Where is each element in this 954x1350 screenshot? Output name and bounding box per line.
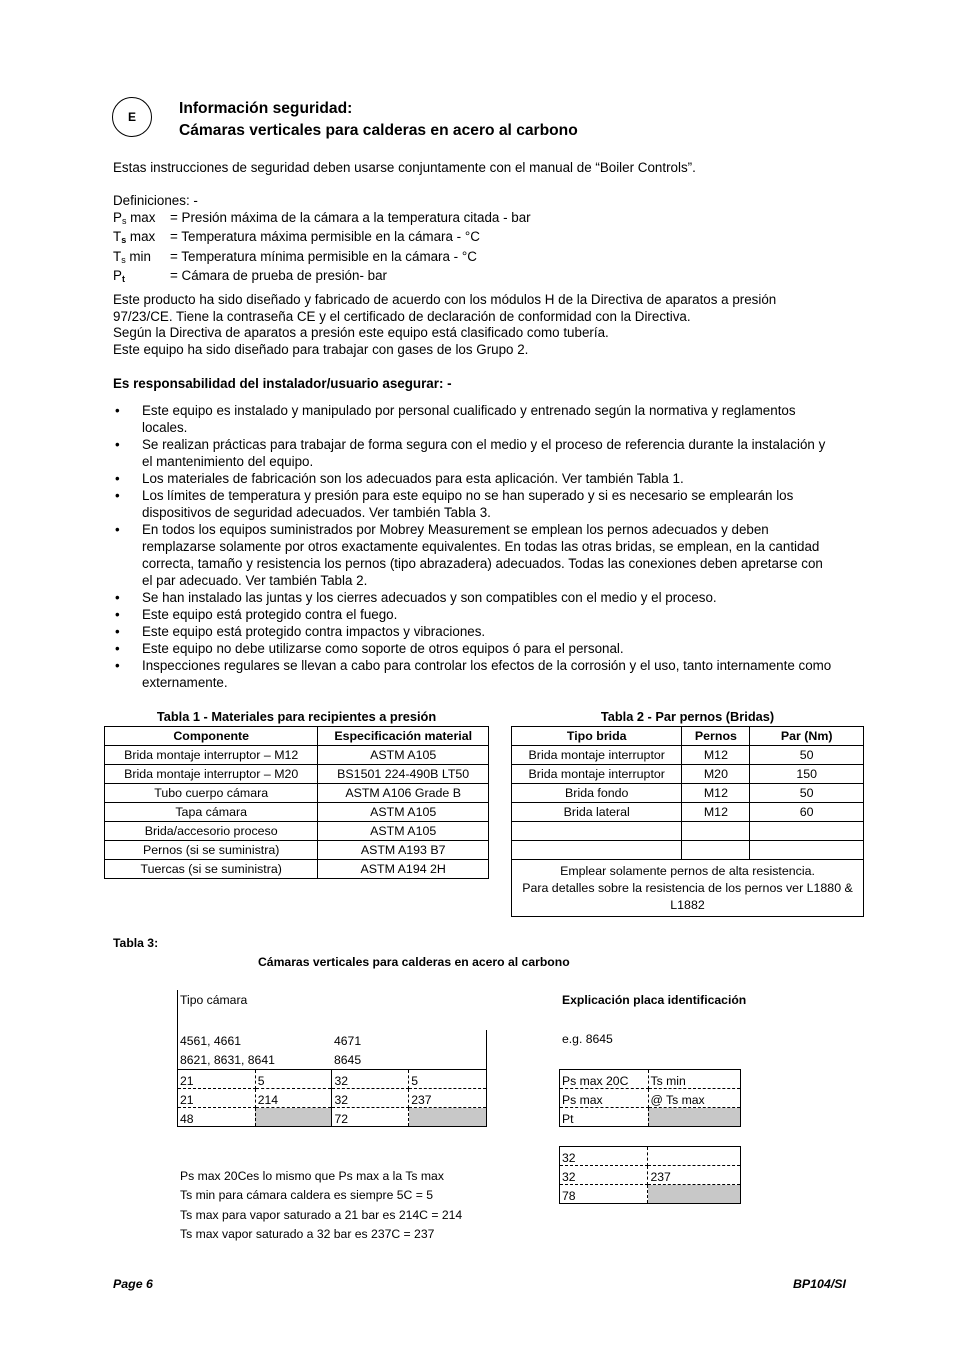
plate-legend-cell: Ps max [560,1089,649,1108]
table2-cell [682,822,750,841]
plate-value-row [560,1147,741,1166]
table1-row [105,784,489,803]
table1-cell: BS1501 224-490B LT50 [318,765,489,784]
table2-cell [512,841,682,860]
plate-legend-table [559,1069,741,1127]
directive-line: 97/23/CE. Tiene la contraseña CE y el certificado de declaración de conformidad con la Directiva. [113,308,691,324]
definition-subscript: s [121,215,127,226]
table2-row [512,784,864,803]
table2-row [512,803,864,822]
definition-subscript: s [121,254,126,265]
definition-symbol: $T_s$ min [113,248,151,265]
type-label: 8645 [334,1053,362,1067]
type-group-2 [334,1032,361,1070]
plate-legend-cell: Pt [560,1108,649,1127]
bullet-dot: • [115,624,120,639]
table3-cell: 5 [255,1070,332,1089]
table3-cell: 32 [332,1089,409,1108]
definition-row [113,268,531,288]
table1-cell: ASTM A105 [318,822,489,841]
table2-cell: M20 [682,765,750,784]
table1-cell: Tubo cuerpo cámara [105,784,318,803]
type-label: 4671 [334,1034,362,1048]
table1-row [105,746,489,765]
table2-cell: M12 [682,746,750,765]
bullet-item [113,589,833,606]
table3-cell: 5 [409,1070,487,1089]
title-line-2: Cámaras verticales para calderas en acero al carbono [179,122,578,139]
responsibility-heading: Es responsabilidad del instalador/usuario asegurar: - [113,376,452,391]
table2-note-line: Emplear solamente pernos de alta resistencia. [560,864,815,878]
plate-legend-cell: Ps max 20C [560,1070,649,1089]
bullet-text: Se realizan prácticas para trabajar de forma segura con el medio y el proceso de referencia durante la instalación y el mantenimiento del equipo. [142,437,826,469]
table3-cell: 214 [255,1089,332,1108]
bullet-text: Los materiales de fabricación son los adecuados para esta aplicación. Ver también Tabla 1. [142,471,684,486]
table3-cell: 72 [332,1108,409,1127]
bullet-item [113,623,833,640]
table1-header: Especificación material [318,727,489,746]
table2-row [512,765,864,784]
bullet-item [113,521,833,589]
bullet-dot: • [115,658,120,673]
table2-note-line: Para detalles sobre la resistencia de los pernos ver L1880 & L1882 [522,881,853,912]
plate-value-cell [648,1185,741,1204]
plate-value-cell: 237 [648,1166,741,1185]
bullet-item [113,487,833,521]
bullet-text: Este equipo es instalado y manipulado por personal cualificado y entrenado según la normativa y reglamentos locales. [142,403,796,435]
table2-cell [682,841,750,860]
bullet-item [113,402,833,436]
definitions-block [113,193,531,288]
table1-row [105,860,489,879]
bullet-item [113,470,833,487]
table2-cell: M12 [682,803,750,822]
bullet-dot: • [115,590,120,605]
bullet-text: Inspecciones regulares se llevan a cabo para controlar los efectos de la corrosión y el uso, tanto internamente como externamente. [142,658,832,690]
plate-value-row [560,1166,741,1185]
bullet-text: Se han instalado las juntas y los cierres adecuados y son compatibles con el medio y el proceso. [142,590,717,605]
bullet-dot: • [115,488,120,503]
definition-symbol: $P_s$ max [113,209,156,226]
table1-header: Componente [105,727,318,746]
definition-text: = Temperatura máxima permisible en la cámara - °C [170,229,480,245]
table2-note [512,860,864,917]
table2-header: Pernos [682,727,750,746]
table1-cell: Brida montaje interruptor – M12 [105,746,318,765]
table3-cell: 32 [332,1070,409,1089]
definition-text: = Cámara de prueba de presión- bar [170,268,387,284]
type-label: 8621, 8631, 8641 [180,1053,275,1067]
table3-cell [409,1108,487,1127]
table3-row [178,1108,487,1127]
table1 [104,726,489,879]
definition-symbol: $P_t$ [113,268,125,285]
table1-cell: ASTM A106 Grade B [318,784,489,803]
table1-cell: Brida/accesorio proceso [105,822,318,841]
bullet-dot: • [115,607,120,622]
table1-caption: Tabla 1 - Materiales para recipientes a presión [156,709,437,724]
table2-cell: 50 [750,784,864,803]
table1-cell: Tapa cámara [105,803,318,822]
table3-label: Tabla 3: [113,936,159,950]
bullet-item [113,657,833,691]
definitions-heading: Definiciones: - [113,193,198,208]
table2-cell [512,822,682,841]
table1-row [105,822,489,841]
plate-value-cell [648,1147,741,1166]
definition-text: = Presión máxima de la cámara a la temperatura citada - bar [170,209,531,225]
definition-row [113,249,531,269]
directive-line: Este equipo ha sido diseñado para trabajar con gases de los Grupo 2. [113,341,529,357]
bullet-dot: • [115,471,120,486]
definition-symbol: $T_s$ max [113,229,156,246]
language-badge-label: E [127,110,136,124]
note-line: Ts min para cámara caldera es siempre 5C = 5 [180,1188,433,1203]
note-line: Ts max para vapor saturado a 21 bar es 214C = 214 [180,1207,463,1222]
table2-caption: Tabla 2 - Par pernos (Bridas) [600,709,775,724]
bullet-text: En todos los equipos suministrados por Mobrey Measurement se emplean los pernos adecuados y deben remplazarse solamente por otros exactamente equivalentes. En todas las otras bridas, se emplean, en la cantidad correcta, tamaño y resistencia los pernos (tipo abrazadera) adecuados. Todas las conexiones deben apretarse con el par adecuado. Ver también Tabla 2. [142,522,823,588]
table3-cell: 21 [178,1070,256,1089]
intro-paragraph: Estas instrucciones de seguridad deben usarse conjuntamente con el manual de “Boiler Controls”. [113,160,696,175]
table1-cell: Tuercas (si se suministra) [105,860,318,879]
table1-cell: Pernos (si se suministra) [105,841,318,860]
table2-cell: M12 [682,784,750,803]
page-title [179,98,578,142]
plate-values-table [559,1146,741,1204]
table2-cell: 150 [750,765,864,784]
definition-row [113,210,531,230]
table2-row [512,822,864,841]
table1-cell: Brida montaje interruptor – M20 [105,765,318,784]
plate-value-cell: 32 [560,1166,648,1185]
table1-row [105,765,489,784]
table3-values [177,1069,487,1127]
table3-cell: 237 [409,1089,487,1108]
table1-row [105,841,489,860]
table1-cell: ASTM A105 [318,746,489,765]
directive-line: Este producto ha sido diseñado y fabricado de acuerdo con los módulos H de la Directiva de aparatos a presión [113,292,777,307]
table2-cell [750,822,864,841]
definition-text: = Temperatura mínima permisible en la cámara - °C [170,248,477,264]
table2-cell: Brida fondo [512,784,682,803]
table2-cell: 50 [750,746,864,765]
plate-legend-row [560,1108,741,1127]
table2-row [512,841,864,860]
table1-cell: ASTM A105 [318,803,489,822]
table3-notes [180,1167,462,1245]
type-group-1 [180,1032,275,1070]
bullet-text: Este equipo está protegido contra impactos y vibraciones. [142,624,486,639]
note-line: Ts max vapor saturado a 32 bar es 237C = 237 [180,1227,435,1242]
table2-cell: 60 [750,803,864,822]
responsibility-list [113,402,833,691]
plate-example: e.g. 8645 [562,1032,613,1046]
document-code: BP104/SI [792,1277,846,1291]
plate-value-row [560,1185,741,1204]
plate-value-cell: 78 [560,1185,648,1204]
table2-cell: Brida montaje interruptor [512,746,682,765]
bullet-text: Los límites de temperatura y presión para este equipo no se han superado y si es necesario se emplearán los dispositivos de seguridad adecuados. Ver también Tabla 3. [142,488,794,520]
table2-cell [750,841,864,860]
plate-legend-cell: Ts min [648,1070,740,1089]
bullet-dot: • [115,522,120,537]
plate-legend-row [560,1089,741,1108]
table3-subtitle: Cámaras verticales para calderas en acero al carbono [258,955,570,969]
bullet-dot: • [115,403,120,418]
table2-cell: Brida montaje interruptor [512,765,682,784]
table1-cell: ASTM A193 B7 [318,841,489,860]
plate-value-cell: 32 [560,1147,648,1166]
bullet-item [113,640,833,657]
table3-cell: 21 [178,1089,256,1108]
bullet-dot: • [115,437,120,452]
table2-cell: Brida lateral [512,803,682,822]
table1-cell: ASTM A194 2H [318,860,489,879]
bullet-text: Este equipo no debe utilizarse como soporte de otros equipos ó para el personal. [142,641,624,656]
plate-legend-row [560,1070,741,1089]
note-line: Ps max 20Ces lo mismo que Ps max a la Ts max [180,1169,444,1183]
plate-title: Explicación placa identificación [562,993,747,1007]
page-number: Page 6 [113,1277,153,1291]
table3-cell [255,1108,332,1127]
table2-row [512,746,864,765]
bullet-text: Este equipo está protegido contra el fuego. [142,607,398,622]
directive-line: Según la Directiva de aparatos a presión este equipo está clasificado como tubería. [113,325,609,341]
table2 [511,726,864,917]
bullet-item [113,606,833,623]
table2-header: Tipo brida [512,727,682,746]
table3-cell: 48 [178,1108,256,1127]
language-badge [112,97,152,137]
bullet-item [113,436,833,470]
table3-row [178,1089,487,1108]
bullet-dot: • [115,641,120,656]
definition-row [113,229,531,249]
definition-subscript: t [121,274,125,285]
definition-subscript: s [121,235,127,246]
tipo-camara-label: Tipo cámara [180,993,248,1007]
plate-legend-cell: @ Ts max [648,1089,740,1108]
table1-row [105,803,489,822]
table2-header: Par (Nm) [750,727,864,746]
table3-row [178,1070,487,1089]
directive-paragraph [113,292,776,358]
title-line-1: Información seguridad: [179,100,353,117]
type-label: 4561, 4661 [180,1034,241,1048]
plate-legend-cell [648,1108,740,1127]
